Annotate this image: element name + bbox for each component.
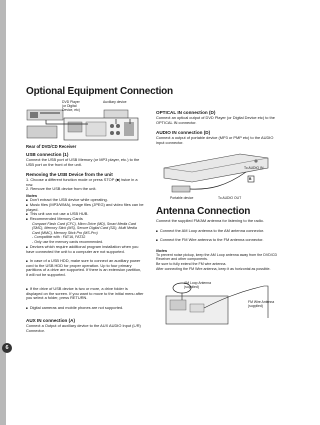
antenna-title: Antenna Connection	[156, 206, 251, 217]
compat-fat: - Compatible with : FAT16, FAT32	[32, 235, 86, 239]
usb-remove-heading: Removing the USB Device from the unit	[26, 172, 113, 177]
usb-notes-label: Notes	[26, 193, 38, 198]
optical-in-heading: OPTICAL IN connection (D)	[156, 110, 216, 115]
usb-intro: Connect the USB port of USB Memory (or MP3 player, etc.) to the USB port on the front of the unit.	[26, 157, 140, 167]
antenna-note-3: After connecting the FM Wire antenna, keep it as horizontal as possible.	[156, 267, 271, 271]
usb-heading: USB connection (1)	[26, 152, 69, 157]
antenna-notes-label: Notes	[156, 248, 168, 253]
aux-text: Connect a Output of auxiliary device to the AUX AUDIO Input (L/R) Connector.	[26, 323, 141, 333]
dvd-player-label: DVD Player (or Digital Device, etc)	[62, 100, 80, 112]
audio-in-heading: AUDIO IN connection (D)	[156, 130, 211, 135]
to-audio-in-label: To AUDIO IN	[244, 166, 264, 170]
compat-only: - Only use the memory cards recommended.	[32, 240, 104, 244]
usb-note-1: ■ Don't extract the USB device while operating.	[26, 198, 144, 203]
portable-device-label: Portable device	[170, 196, 194, 200]
usb-step-2: 2. Remove the USB device from the unit.	[26, 186, 97, 191]
antenna-note-2: Be sure to fully extend the FM wire antenna.	[156, 262, 227, 266]
section-title: Optional Equipment Connection	[26, 86, 173, 97]
usb-note-4: ■ Recommended Memory Cards	[26, 217, 144, 222]
memory-cards-list: Compact Flash Card (CFC), Micro Drive (MD), Smart Media Card (SMC), Memory Stick (MS), Secure Digital Card (SD), Multi Media Card (MMC), Memory Stick Pro (MS-Pro)	[32, 222, 137, 235]
aux-heading: AUX IN connection (A)	[26, 318, 75, 323]
to-audio-out-label: To AUDIO OUT	[218, 196, 242, 200]
optical-in-text: Connect an optical output of DVD Player (or Digital Device etc) to the OPTICAL IN connector.	[156, 115, 275, 125]
marker-b: B	[249, 177, 252, 181]
am-loop-label: AM Loop Antenna (supplied)	[184, 281, 211, 289]
audio-in-text: Connect a output of portable device (MP3 or PMP etc) to the AUDIO input connector.	[156, 135, 274, 145]
usb-note-5: ■ Devices which require additional program installation when you have connected the unit to a computer are not supported.	[26, 245, 144, 254]
portable-device-diagram	[156, 146, 278, 196]
side-tab	[0, 0, 6, 425]
usb-note-3: ■ This unit can not use a USB HUB.	[26, 212, 144, 217]
rear-panel-diagram	[26, 100, 144, 142]
fm-wire-label: FM Wire Antenna (supplied)	[248, 300, 275, 308]
antenna-note-1: To prevent noise pickup, keep the AM Loop antenna away from the DVD/CD Receiver and other components.	[156, 253, 278, 262]
page-number: 6	[2, 343, 12, 353]
antenna-bullet-2: ■ Connect the FM Wire antenna to the FM antenna connector.	[156, 238, 278, 243]
antenna-bullet-1: ■ Connect the AM Loop antenna to the AM antenna connector.	[156, 229, 278, 234]
usb-note-6: ■ In case of a USB HDD, make sure to connect an auxiliary power cord to the USB HDD for proper operation. Up to four primary partitions of a drive are supported. If there is an extension partition, it will not be supported.	[26, 259, 144, 278]
usb-note-7: ■ If the drive of USB device is two or more, a drive folder is displayed on the screen. If you want to move to the initial menu after you select a folder, press RETURN.	[26, 287, 144, 301]
usb-note-8: ■ Digital cameras and mobile phones are not supported.	[26, 306, 144, 311]
usb-note-2: ■ Music files (MP3/WMA), image files (JPEG) and video files can be played.	[26, 203, 144, 212]
auxiliary-device-label: Auxiliary device	[103, 100, 127, 104]
usb-step-1: 1. Choose a different function mode or press STOP (■) twice in a row.	[26, 177, 138, 187]
antenna-intro: Connect the supplied FM/AM antenna for listening to the radio.	[156, 218, 264, 223]
rear-panel-caption: Rear of DVD/CD Receiver	[26, 144, 77, 149]
